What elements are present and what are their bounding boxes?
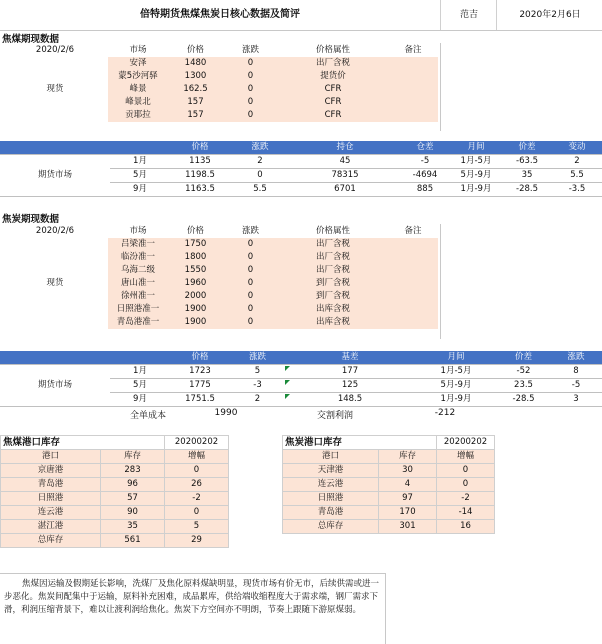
remark-cell	[388, 303, 438, 316]
contract-cell: 9月	[110, 393, 170, 407]
market-cell: 峰景北	[108, 96, 168, 109]
change-cell: 0	[437, 478, 495, 492]
inventory-title: 焦炭港口库存	[283, 436, 437, 450]
contract-cell: 9月	[110, 183, 170, 197]
table-row	[2, 57, 438, 70]
change-cell: 5.5	[230, 183, 290, 197]
table-row	[0, 155, 602, 169]
port-cell: 总库存	[1, 534, 101, 548]
oi-change-cell: -5	[400, 155, 450, 169]
change-cell: 16	[437, 520, 495, 534]
change-cell: 29	[165, 534, 229, 548]
remark-cell	[388, 57, 438, 70]
spread-change-cell: 8	[550, 365, 602, 379]
profit-label: 交割利润	[316, 411, 353, 421]
column-header: 涨跌	[241, 226, 259, 236]
market-cell: 日照港准一	[108, 303, 168, 316]
inventory-title-row	[283, 436, 495, 450]
coke-spot-header	[2, 225, 438, 238]
remark-cell	[388, 109, 438, 122]
coking-coal-spot-header	[2, 44, 438, 57]
report-title: 倍特期货焦煤焦炭日核心数据及简评	[140, 9, 300, 20]
port-cell: 湛江港	[1, 520, 101, 534]
blank-header	[110, 141, 170, 155]
price-cell: 1775	[170, 379, 230, 393]
contract-cell: 1月	[110, 365, 170, 379]
price-cell: 157	[168, 109, 223, 122]
spread-pair-cell: 1月-9月	[450, 183, 502, 197]
stock-cell: 90	[101, 506, 165, 520]
table-row	[1, 478, 229, 492]
change-cell: 0	[223, 70, 278, 83]
contract-cell: 5月	[110, 169, 170, 183]
oi-change-cell: -4694	[400, 169, 450, 183]
port-cell: 日照港	[1, 492, 101, 506]
change-cell: 0	[165, 506, 229, 520]
row-group-label: 现货	[46, 278, 64, 288]
market-cell: 徐州准一	[108, 290, 168, 303]
cell-flag-icon	[285, 380, 290, 385]
cell-flag-icon	[285, 366, 290, 371]
change-cell: 2	[230, 393, 285, 407]
basis-cell: 148.5	[285, 393, 415, 407]
column-header: 备注	[404, 226, 422, 236]
price-attr-cell: CFR	[278, 83, 388, 96]
port-cell: 日照港	[283, 492, 379, 506]
column-header: 港口	[1, 450, 101, 464]
remark-cell	[388, 251, 438, 264]
spread-change-cell: 5.5	[552, 169, 602, 183]
price-cell: 1198.5	[170, 169, 230, 183]
table-row	[283, 520, 495, 534]
price-attr-cell: 出厂含税	[278, 251, 388, 264]
price-cell: 1135	[170, 155, 230, 169]
column-header: 涨跌	[230, 141, 290, 155]
coke-section-title: 焦炭期现数据	[2, 214, 60, 225]
table-row	[283, 464, 495, 478]
oi-change-cell: 885	[400, 183, 450, 197]
port-cell: 总库存	[283, 520, 379, 534]
change-cell: 0	[223, 290, 278, 303]
spread-cell: -28.5	[502, 183, 552, 197]
inventory-title-row	[1, 436, 229, 450]
change-cell: -2	[165, 492, 229, 506]
market-cell: 乌海二级	[108, 264, 168, 277]
price-cell: 157	[168, 96, 223, 109]
change-cell: 0	[223, 83, 278, 96]
change-cell: 0	[223, 277, 278, 290]
price-attr-cell: 出库含税	[278, 303, 388, 316]
row-group-label: 期货市场	[0, 155, 110, 197]
stock-cell: 35	[101, 520, 165, 534]
open-interest-cell: 78315	[290, 169, 400, 183]
blank-header	[0, 141, 110, 155]
coking-coal-section-title: 焦煤期现数据	[2, 34, 60, 45]
inventory-title: 焦煤港口库存	[1, 436, 165, 450]
spread-change-cell: 2	[552, 155, 602, 169]
spread-cell: -28.5	[497, 393, 550, 407]
column-header: 价格	[170, 351, 230, 365]
port-cell: 天津港	[283, 464, 379, 478]
price-cell: 2000	[168, 290, 223, 303]
analyst-name: 范吉	[440, 0, 497, 30]
price-attr-cell: CFR	[278, 109, 388, 122]
column-header: 基差	[285, 351, 415, 365]
basis-cell: 177	[285, 365, 415, 379]
column-header: 港口	[283, 450, 379, 464]
market-cell: 蒙5沙河驿	[108, 70, 168, 83]
column-header: 涨跌	[241, 45, 259, 55]
change-cell: 0	[223, 316, 278, 329]
coke-spot-table	[2, 225, 438, 329]
cost-value: 1990	[214, 408, 238, 418]
change-cell: 0	[223, 264, 278, 277]
stock-cell: 30	[379, 464, 437, 478]
price-attr-cell: 到厂含税	[278, 277, 388, 290]
table-row	[1, 506, 229, 520]
column-header: 价差	[502, 141, 552, 155]
column-header: 月间	[415, 351, 497, 365]
price-attr-cell: 出厂含税	[278, 57, 388, 70]
column-header: 市场	[129, 45, 147, 55]
open-interest-cell: 45	[290, 155, 400, 169]
column-header: 月间	[450, 141, 502, 155]
table-row	[1, 492, 229, 506]
remark-cell	[388, 290, 438, 303]
price-attr-cell: 到厂含税	[278, 290, 388, 303]
column-header: 库存	[379, 450, 437, 464]
spread-cell: 35	[502, 169, 552, 183]
change-cell: -2	[437, 492, 495, 506]
column-header: 价格	[170, 141, 230, 155]
stock-cell: 561	[101, 534, 165, 548]
spot-date: 2020/2/6	[35, 45, 75, 55]
market-cell: 吕梁准一	[108, 238, 168, 251]
column-header: 市场	[129, 226, 147, 236]
price-attr-cell: 出厂含税	[278, 264, 388, 277]
change-cell: 26	[165, 478, 229, 492]
price-cell: 1723	[170, 365, 230, 379]
change-cell: 0	[223, 96, 278, 109]
change-cell: 0	[165, 464, 229, 478]
port-cell: 连云港	[283, 478, 379, 492]
port-cell: 青岛港	[283, 506, 379, 520]
column-header: 增幅	[437, 450, 495, 464]
price-attr-cell: 出库含税	[278, 316, 388, 329]
port-cell: 连云港	[1, 506, 101, 520]
change-cell: 0	[223, 238, 278, 251]
change-cell: 5	[230, 365, 285, 379]
stock-cell: 301	[379, 520, 437, 534]
table-row	[2, 238, 438, 251]
spread-change-cell: 3	[550, 393, 602, 407]
price-cell: 1751.5	[170, 393, 230, 407]
cell-flag-icon	[285, 394, 290, 399]
spread-change-cell: -3.5	[552, 183, 602, 197]
spread-pair-cell: 5月-9月	[415, 379, 497, 393]
price-cell: 1800	[168, 251, 223, 264]
stock-cell: 97	[379, 492, 437, 506]
port-cell: 京唐港	[1, 464, 101, 478]
profit-value: -212	[434, 408, 456, 418]
price-cell: 1300	[168, 70, 223, 83]
price-cell: 162.5	[168, 83, 223, 96]
inventory-date: 20200202	[437, 436, 495, 450]
change-cell: 5	[165, 520, 229, 534]
change-cell: -14	[437, 506, 495, 520]
stock-cell: 57	[101, 492, 165, 506]
coal-port-inventory-table	[0, 435, 229, 548]
spread-pair-cell: 1月-5月	[415, 365, 497, 379]
inventory-header	[1, 450, 229, 464]
row-group-label: 期货市场	[0, 365, 110, 407]
change-cell: 0	[437, 464, 495, 478]
column-header: 涨跌	[550, 351, 602, 365]
coke-futures-table	[0, 351, 602, 407]
remark-cell	[388, 316, 438, 329]
table-row	[283, 506, 495, 520]
column-header: 价格属性	[315, 45, 350, 55]
stock-cell: 96	[101, 478, 165, 492]
column-header: 价格属性	[315, 226, 350, 236]
column-header: 变动	[552, 141, 602, 155]
remark-cell	[388, 277, 438, 290]
blank-header	[110, 351, 170, 365]
market-cell: 临汾准一	[108, 251, 168, 264]
spread-cell: -52	[497, 365, 550, 379]
price-cell: 1960	[168, 277, 223, 290]
table-row	[1, 520, 229, 534]
market-cell: 青岛港准一	[108, 316, 168, 329]
remark-cell	[388, 70, 438, 83]
price-cell: 1550	[168, 264, 223, 277]
spread-change-cell: -5	[550, 379, 602, 393]
price-cell: 1163.5	[170, 183, 230, 197]
change-cell: 2	[230, 155, 290, 169]
report-header	[0, 0, 602, 31]
inventory-header	[283, 450, 495, 464]
change-cell: 0	[223, 57, 278, 70]
spread-cell: 23.5	[497, 379, 550, 393]
price-cell: 1750	[168, 238, 223, 251]
report-date: 2020年2月6日	[496, 0, 602, 30]
coking-coal-spot-table	[2, 44, 438, 122]
contract-cell: 1月	[110, 155, 170, 169]
change-cell: -3	[230, 379, 285, 393]
market-cell: 贡耶拉	[108, 109, 168, 122]
cost-label: 全单成本	[129, 411, 166, 421]
basis-cell: 125	[285, 379, 415, 393]
remark-cell	[388, 83, 438, 96]
remark-cell	[388, 264, 438, 277]
spread-pair-cell: 5月-9月	[450, 169, 502, 183]
market-cell: 唐山准一	[108, 277, 168, 290]
price-cell: 1900	[168, 316, 223, 329]
price-cell: 1480	[168, 57, 223, 70]
port-cell: 青岛港	[1, 478, 101, 492]
stock-cell: 170	[379, 506, 437, 520]
price-cell: 1900	[168, 303, 223, 316]
market-cell: 安泽	[108, 57, 168, 70]
price-attr-cell: CFR	[278, 96, 388, 109]
table-row	[0, 365, 602, 379]
stock-cell: 283	[101, 464, 165, 478]
remark-cell	[388, 96, 438, 109]
column-header: 备注	[404, 45, 422, 55]
column-header: 价差	[497, 351, 550, 365]
commentary-text: 焦煤因运输及假期延长影响，洗煤厂及焦化原料煤缺明显，现货市场有价无市，后续供需或进一步恶化。焦炭间配集中于运输，原料补充困难，成品累库，供给端收缩程度大于需求端，钢厂需求下滑，利润压缩背景下，难以让渡利润给焦化。焦炭下方空间亦不明朗，节奏上跟随下游原煤弱。	[4, 579, 380, 615]
market-cell: 峰景	[108, 83, 168, 96]
change-cell: 0	[223, 303, 278, 316]
column-header: 持仓	[290, 141, 400, 155]
column-header: 价格	[186, 226, 204, 236]
coking-coal-futures-table	[0, 141, 602, 197]
remark-cell	[388, 238, 438, 251]
spot-date: 2020/2/6	[35, 226, 75, 236]
row-group-label: 现货	[2, 57, 108, 122]
spread-pair-cell: 1月-5月	[450, 155, 502, 169]
change-cell: 0	[230, 169, 290, 183]
table-row	[1, 534, 229, 548]
change-cell: 0	[223, 251, 278, 264]
table-row	[1, 464, 229, 478]
stock-cell: 4	[379, 478, 437, 492]
open-interest-cell: 6701	[290, 183, 400, 197]
spread-pair-cell: 1月-9月	[415, 393, 497, 407]
column-header: 仓差	[400, 141, 450, 155]
price-attr-cell: 提货价	[278, 70, 388, 83]
column-header: 价格	[186, 45, 204, 55]
spread-cell: -63.5	[502, 155, 552, 169]
blank-header	[0, 351, 110, 365]
table-row	[283, 492, 495, 506]
column-header: 涨跌	[230, 351, 285, 365]
column-header: 增幅	[165, 450, 229, 464]
coke-port-inventory-table	[282, 435, 495, 534]
table-row	[283, 478, 495, 492]
price-attr-cell: 出厂含税	[278, 238, 388, 251]
futures-header	[0, 351, 602, 365]
futures-header	[0, 141, 602, 155]
change-cell: 0	[223, 109, 278, 122]
inventory-date: 20200202	[165, 436, 229, 450]
contract-cell: 5月	[110, 379, 170, 393]
column-header: 库存	[101, 450, 165, 464]
